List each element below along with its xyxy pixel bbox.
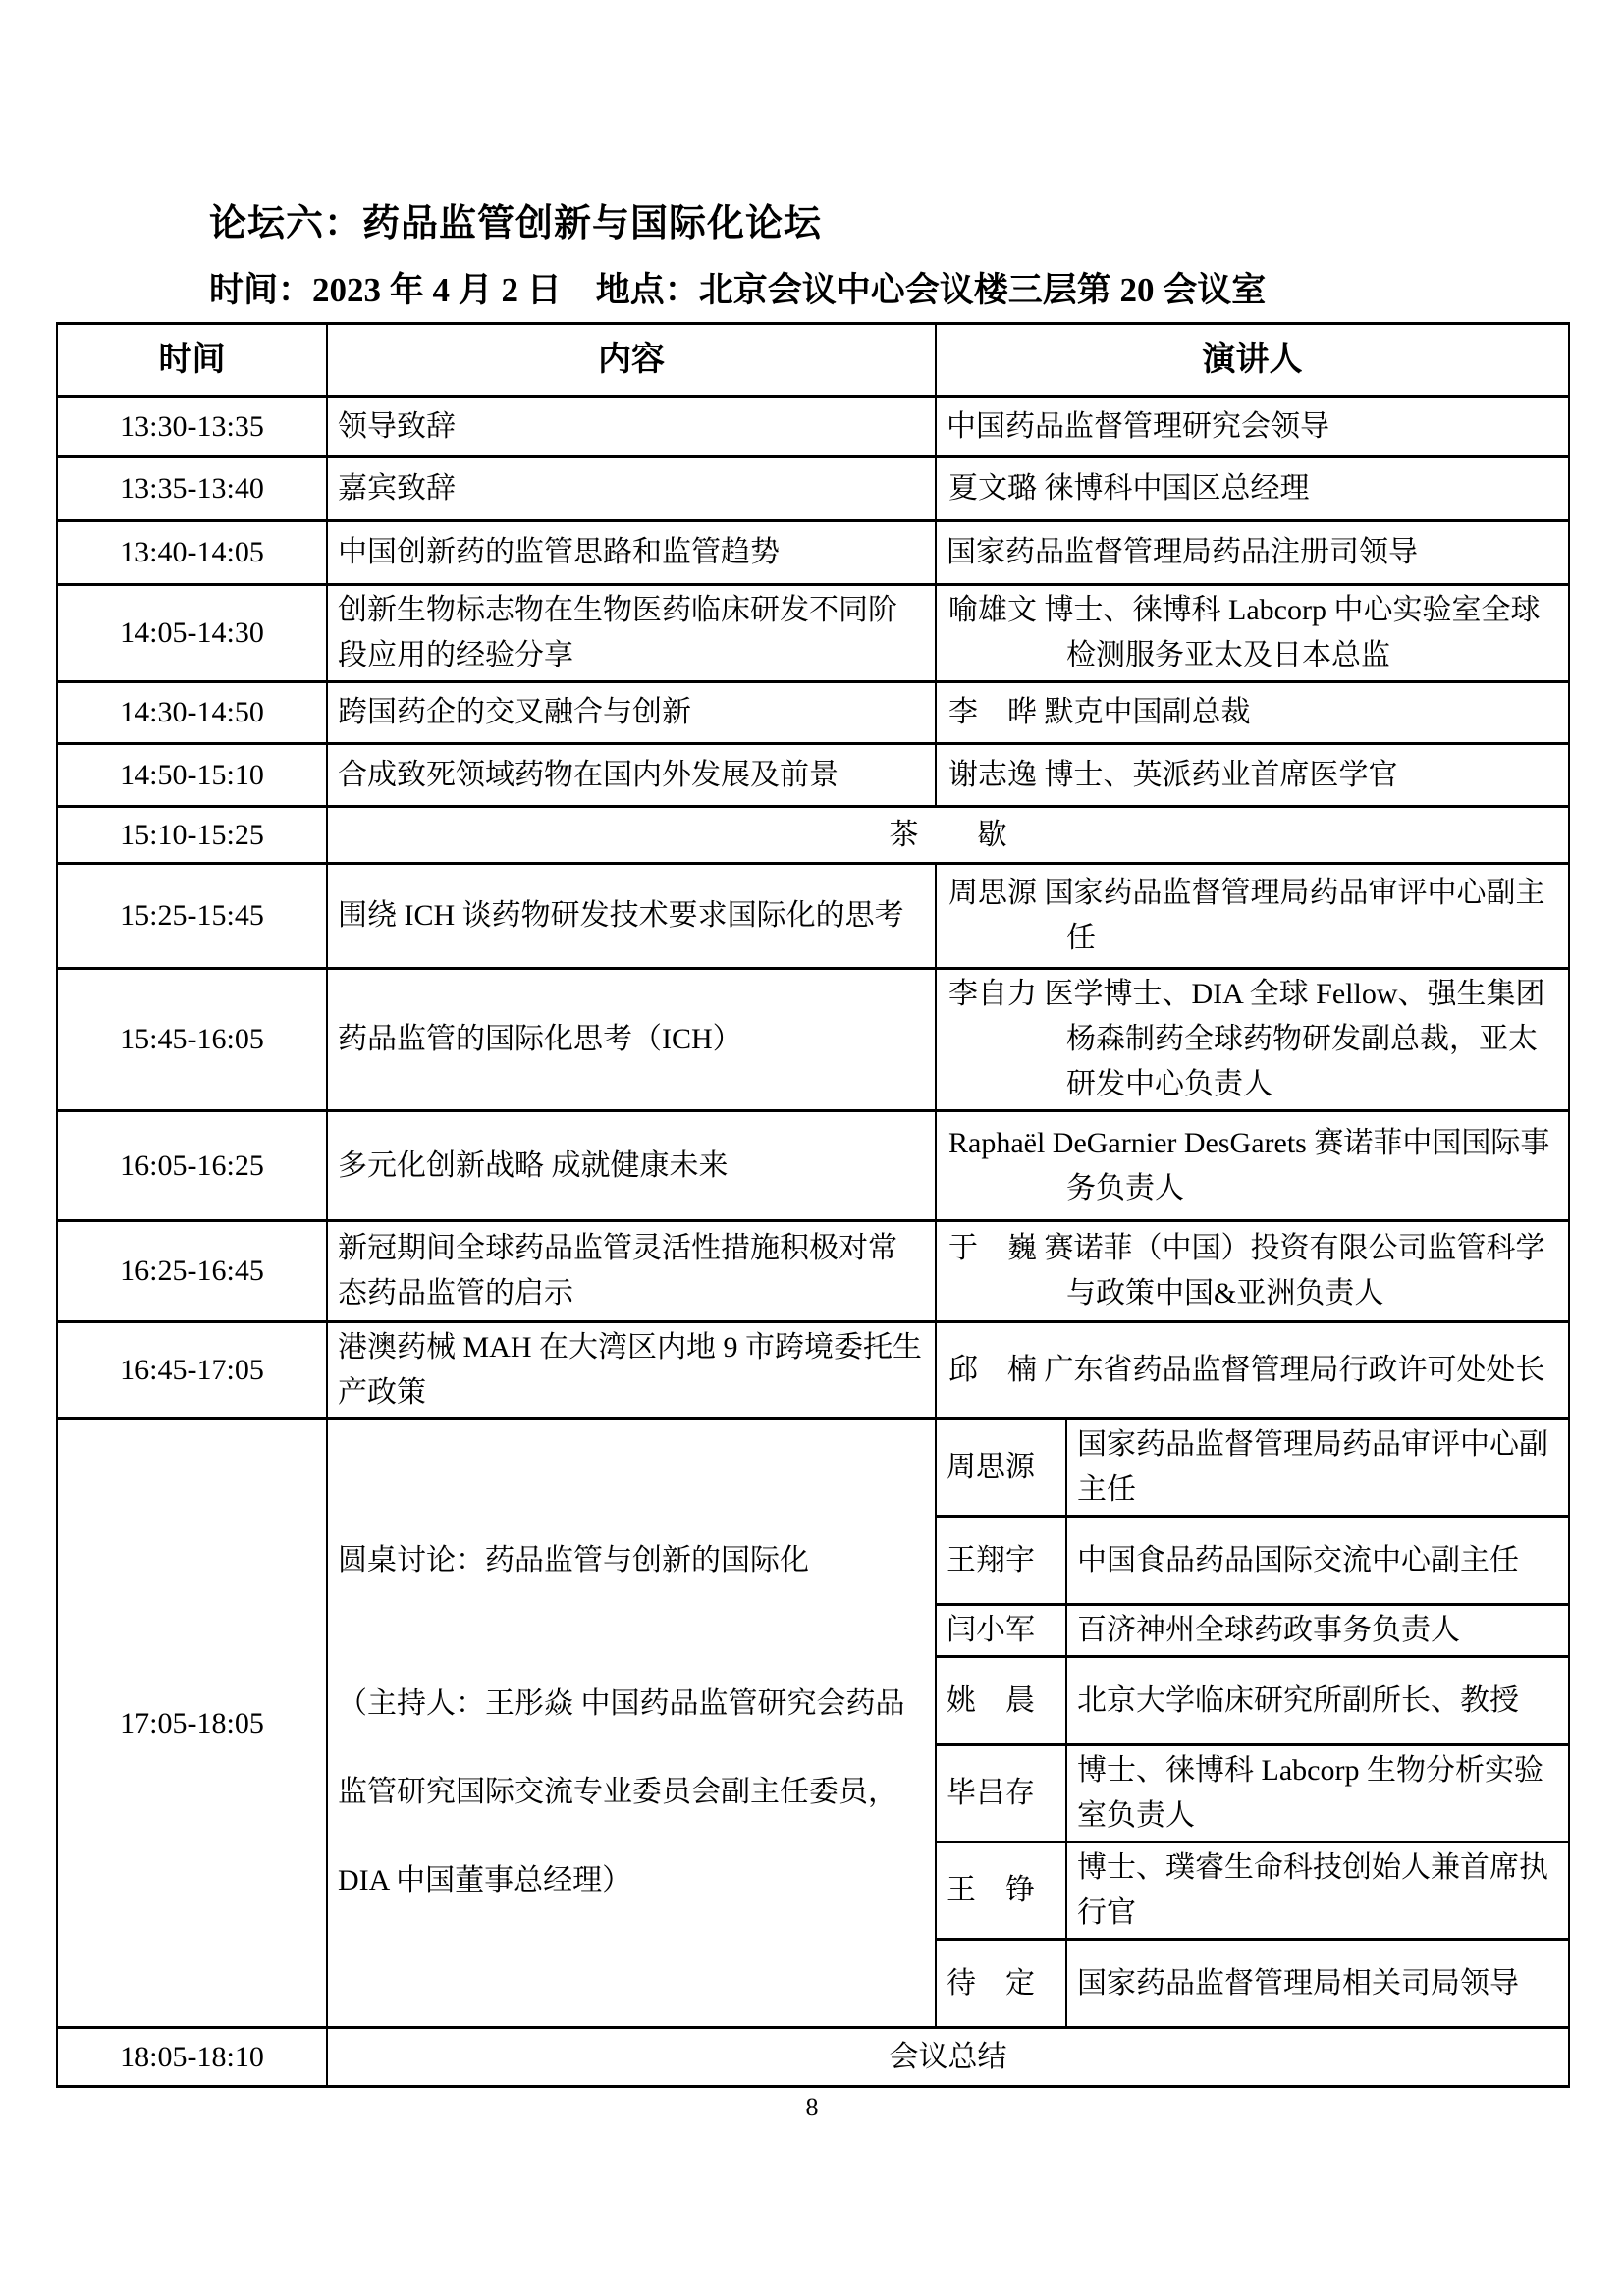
agenda-row [57,744,1569,807]
content-cell: 领导致辞 [327,397,936,457]
time-cell: 16:45-17:05 [57,1322,327,1419]
speaker-cell: 谢志逸 博士、英派药业首席医学官 [936,744,1569,807]
panelist-title-cell: 国家药品监督管理局药品审评中心副主任 [1066,1419,1569,1517]
time-cell: 13:30-13:35 [57,397,327,457]
agenda-row [57,457,1569,521]
content-cell: 围绕 ICH 谈药物研发技术要求国际化的思考 [327,864,936,969]
speaker-cell: 李自力 医学博士、DIA 全球 Fellow、强生集团杨森制药全球药物研发副总裁，亚太研发中心负责人 [936,969,1569,1111]
content-cell: 跨国药企的交叉融合与创新 [327,682,936,744]
agenda-row [57,585,1569,682]
speaker-cell: 中国药品监督管理研究会领导 [936,397,1569,457]
content-cell: 港澳药械 MAH 在大湾区内地 9 市跨境委托生产政策 [327,1322,936,1419]
time-cell: 16:25-16:45 [57,1221,327,1322]
summary-cell: 会议总结 [327,2028,1569,2087]
speaker-cell: 国家药品监督管理局药品注册司领导 [936,521,1569,585]
tea-break-row [57,807,1569,864]
agenda-row [57,397,1569,457]
time-cell: 17:05-18:05 [57,1419,327,2028]
speaker-cell: 李 晔 默克中国副总裁 [936,682,1569,744]
panelist-title-cell: 北京大学临床研究所副所长、教授 [1066,1657,1569,1745]
agenda-table [56,322,1570,2088]
agenda-row [57,682,1569,744]
col-header-speaker: 演讲人 [936,324,1569,397]
time-cell: 13:40-14:05 [57,521,327,585]
panelist-title-cell: 国家药品监督管理局相关司局领导 [1066,1940,1569,2028]
page-number: 8 [805,2093,819,2121]
content-cell: 合成致死领域药物在国内外发展及前景 [327,744,936,807]
panelist-title-cell: 中国食品药品国际交流中心副主任 [1066,1517,1569,1605]
agenda-row [57,1111,1569,1221]
content-cell: 多元化创新战略 成就健康未来 [327,1111,936,1221]
agenda-row [57,1221,1569,1322]
panelist-title-cell: 博士、徕博科 Labcorp 生物分析实验室负责人 [1066,1745,1569,1842]
time-cell: 14:30-14:50 [57,682,327,744]
speaker-cell: Raphaël DeGarnier DesGarets 赛诺菲中国国际事务负责人 [936,1111,1569,1221]
speaker-cell: 夏文璐 徕博科中国区总经理 [936,457,1569,521]
panelist-name-cell: 姚 晨 [936,1657,1066,1745]
time-cell: 14:05-14:30 [57,585,327,682]
time-cell: 15:25-15:45 [57,864,327,969]
panelist-name-cell: 待 定 [936,1940,1066,2028]
content-cell: 嘉宾致辞 [327,457,936,521]
time-cell: 15:10-15:25 [57,807,327,864]
roundtable-topic: 圆桌讨论：药品监管与创新的国际化 [338,1543,809,1576]
forum-title: 论坛六：药品监管创新与国际化论坛 [209,203,823,244]
content-cell: 创新生物标志物在生物医药临床研发不同阶段应用的经验分享 [327,585,936,682]
panelist-title-cell: 博士、璞睿生命科技创始人兼首席执行官 [1066,1842,1569,1940]
panelist-name-cell: 王翔宇 [936,1517,1066,1605]
time-cell: 16:05-16:25 [57,1111,327,1221]
time-cell: 14:50-15:10 [57,744,327,807]
agenda-row [57,969,1569,1111]
panelist-name-cell: 王 铮 [936,1842,1066,1940]
forum-datetime-location: 时间：2023 年 4 月 2 日 地点：北京会议中心会议楼三层第 20 会议室 [209,271,1267,309]
tea-break-cell: 茶 歇 [327,807,1569,864]
roundtable-row [57,1419,1569,1517]
content-cell: 药品监管的国际化思考（ICH） [327,969,936,1111]
content-cell: 新冠期间全球药品监管灵活性措施积极对常态药品监管的启示 [327,1221,936,1322]
speaker-cell: 喻雄文 博士、徕博科 Labcorp 中心实验室全球检测服务亚太及日本总监 [936,585,1569,682]
agenda-row [57,1322,1569,1419]
header-row [57,324,1569,397]
speaker-cell: 于 巍 赛诺菲（中国）投资有限公司监管科学与政策中国&亚洲负责人 [936,1221,1569,1322]
col-header-time: 时间 [57,324,327,397]
speaker-cell: 邱 楠 广东省药品监督管理局行政许可处处长 [936,1322,1569,1419]
panelist-name-cell: 周思源 [936,1419,1066,1517]
panelist-name-cell: 毕吕存 [936,1745,1066,1842]
panelist-title-cell: 百济神州全球药政事务负责人 [1066,1605,1569,1657]
speaker-cell: 周思源 国家药品监督管理局药品审评中心副主任 [936,864,1569,969]
agenda-row [57,521,1569,585]
time-cell: 15:45-16:05 [57,969,327,1111]
agenda-row [57,864,1569,969]
roundtable-host-note: （主持人：王彤焱 中国药品监管研究会药品监管研究国际交流专业委员会副主任委员，DIA 中国董事总经理） [338,1686,905,1896]
time-cell: 18:05-18:10 [57,2028,327,2087]
panelist-name-cell: 闫小军 [936,1605,1066,1657]
content-cell: 中国创新药的监管思路和监管趋势 [327,521,936,585]
summary-row [57,2028,1569,2087]
col-header-content: 内容 [327,324,936,397]
time-cell: 13:35-13:40 [57,457,327,521]
roundtable-content-cell [327,1419,936,2028]
